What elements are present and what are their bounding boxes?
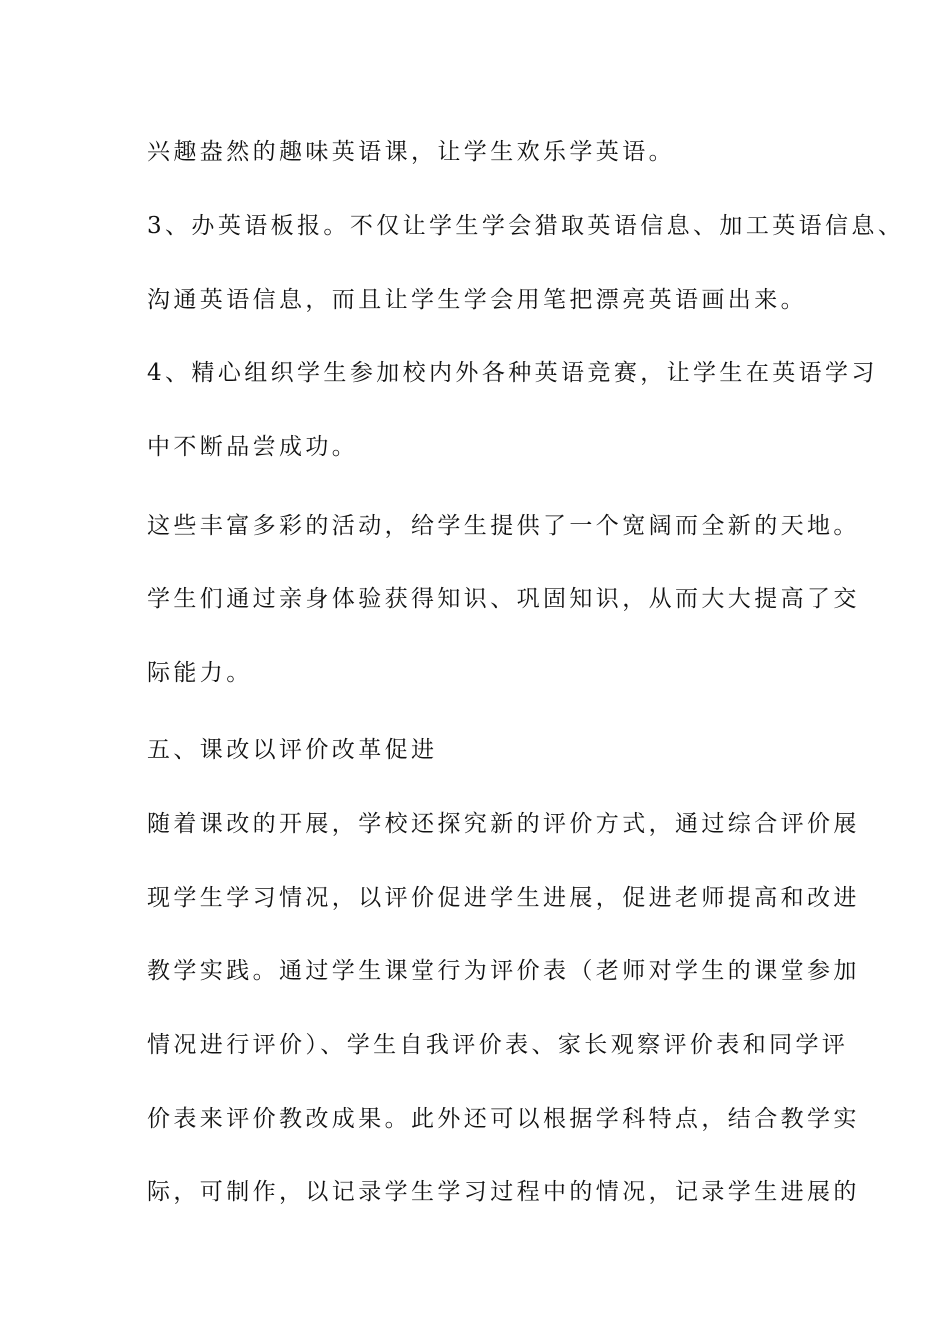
text-line-2: 3、办英语板报。不仅让学生学会猎取英语信息、加工英语信息、 xyxy=(147,213,905,239)
text-line-12: 教学实践。通过学生课堂行为评价表（老师对学生的课堂参加 xyxy=(147,958,860,984)
section-heading: 五、课改以评价改革促进 xyxy=(147,737,438,763)
text-line-6: 这些丰富多彩的活动，给学生提供了一个宽阔而全新的天地。 xyxy=(147,513,860,539)
text-line-10: 随着课改的开展，学校还探究新的评价方式，通过综合评价展 xyxy=(147,811,860,837)
text-line-13: 情况进行评价）、学生自我评价表、家长观察评价表和同学评 xyxy=(147,1032,849,1058)
text-line-4: 4、精心组织学生参加校内外各种英语竞赛，让学生在英语学习 xyxy=(147,360,878,386)
text-line-3: 沟通英语信息，而且让学生学会用笔把漂亮英语画出来。 xyxy=(147,287,807,313)
text-line-8: 际能力。 xyxy=(147,660,253,686)
text-line-7: 学生们通过亲身体验获得知识、巩固知识，从而大大提高了交 xyxy=(147,586,860,612)
text-line-5: 中不断品尝成功。 xyxy=(147,434,359,460)
text-line-1: 兴趣盎然的趣味英语课，让学生欢乐学英语。 xyxy=(147,139,675,165)
text-line-14: 价表来评价教改成果。此外还可以根据学科特点，结合教学实 xyxy=(147,1106,860,1132)
text-line-11: 现学生学习情况，以评价促进学生进展，促进老师提高和改进 xyxy=(147,885,860,911)
text-line-15: 际，可制作，以记录学生学习过程中的情况，记录学生进展的 xyxy=(147,1179,860,1205)
